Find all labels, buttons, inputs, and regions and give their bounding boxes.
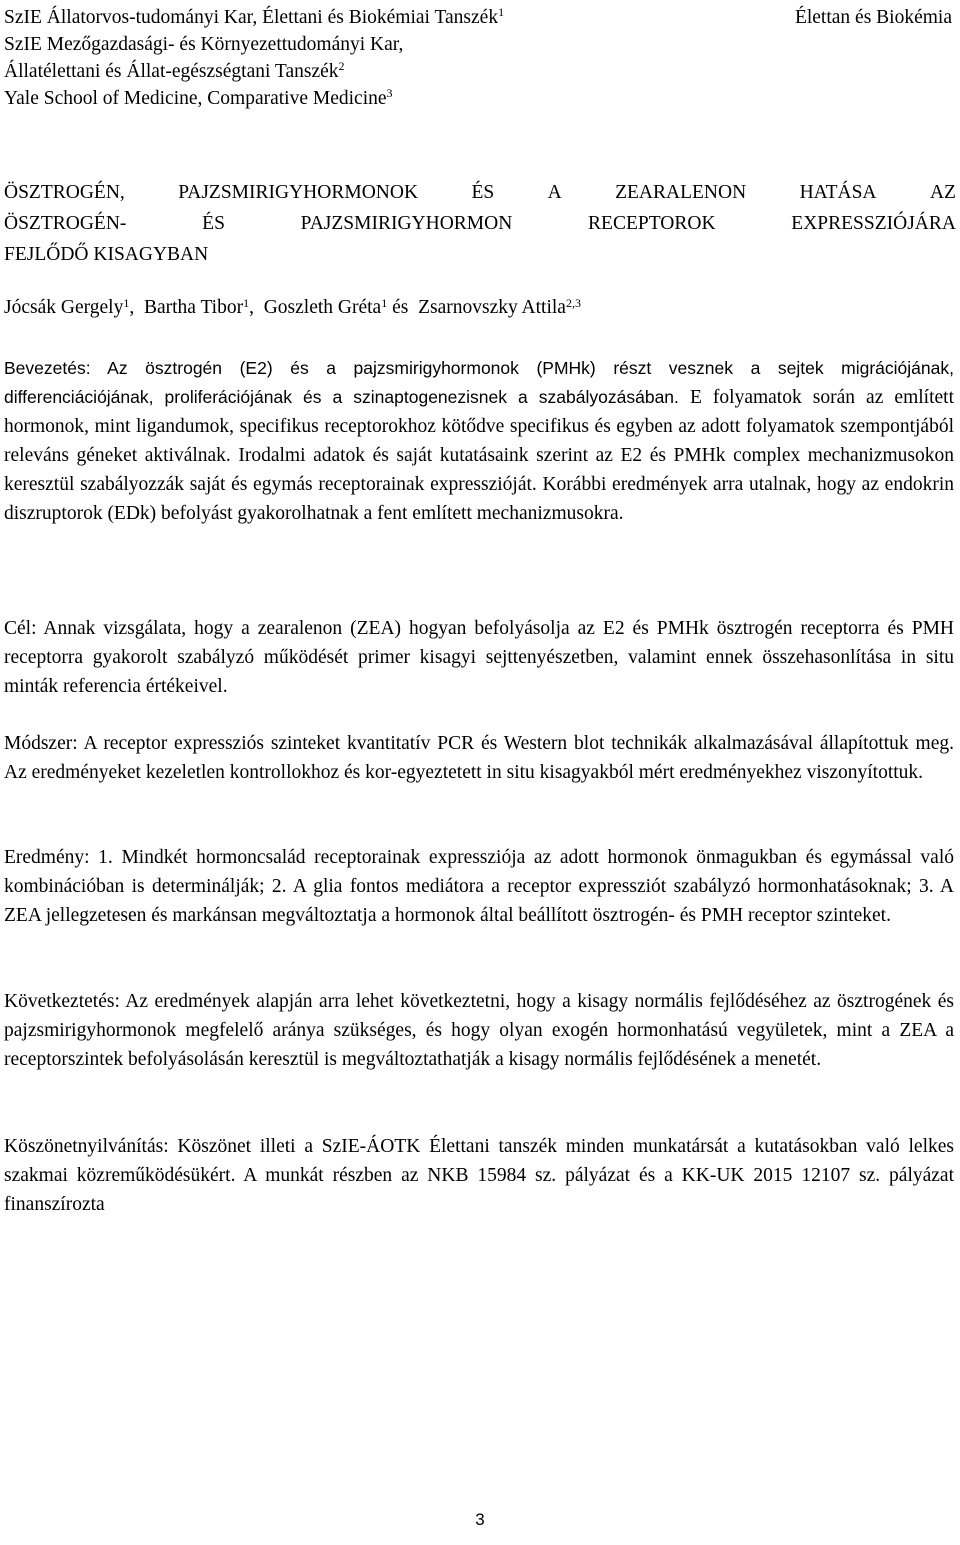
- author-sep-3: és: [387, 297, 414, 318]
- affiliation-4: Yale School of Medicine, Comparative Medicine$^3$: [4, 86, 393, 109]
- author-1-sup: 1: [123, 296, 130, 310]
- introduction-lead: Bevezetés: Az ösztrogén (E2) és a pajzsmirigyhormonok (PMHk) részt vesznek a sejtek migrációjának, differenciációjának, proliferációjának és a szinaptogenezisnek a szabályozásában.: [4, 358, 954, 407]
- affiliations: [4, 4, 704, 112]
- title-line-1-word: ÖSZTROGÉN,: [4, 182, 125, 203]
- title-line-1: [4, 177, 956, 208]
- author-4: Zsarnovszky Attila: [418, 297, 566, 318]
- author-sep-2: ,: [249, 297, 259, 318]
- section-results: Eredmény: 1. Mindkét hormoncsalád receptorainak expressziója az adott hormonok önmagukban és egymással való kombinációban is determinálják; 2. A glia fontos mediátora a receptor expressziót szabályzó hormonhatásoknak; 3. A ZEA jellegzetesen és markánsan megváltoztatja a hormonok által beállított ösztrogén- és PMH receptor szinteket.: [4, 847, 954, 926]
- page-number: 3: [475, 1510, 485, 1529]
- affiliation-3: Állatélettani és Állat-egészségtani Tanszék$^2$: [4, 59, 345, 82]
- author-list: [4, 294, 956, 322]
- title-line-2-word: ÉS: [202, 213, 225, 234]
- running-head: Élettan és Biokémia: [794, 7, 952, 28]
- title-line-1-word: ZEARALENON: [615, 182, 747, 203]
- author-4-sup: 2,3: [565, 296, 581, 310]
- title-line-2-word: EXPRESSZIÓJÁRA: [791, 213, 956, 234]
- affiliation-2: SzIE Mezőgazdasági- és Környezettudományi Kar,: [4, 34, 404, 55]
- title-line-3: FEJLŐDŐ KISAGYBAN: [4, 244, 209, 265]
- section-acknowledgement: Köszönetnyilvánítás: Köszönet illeti a SzIE-ÁOTK Élettani tanszék minden munkatársát a kutatásokban való lelkes szakmai közreműködésükért. A munkát részben az NKB 15984 sz. pályázat és a KK-UK 2015 12107 sz. pályázat finanszírozta: [4, 1136, 954, 1215]
- title-line-2-word: ÖSZTROGÉN-: [4, 213, 127, 234]
- affiliation-1-sup: 1: [498, 5, 505, 19]
- title-line-2-word: PAJZSMIRIGYHORMON: [300, 213, 513, 234]
- author-2: Bartha Tibor: [143, 297, 244, 318]
- author-3-sup: 1: [381, 296, 388, 310]
- section-aim: Cél: Annak vizsgálata, hogy a zearalenon (ZEA) hogyan befolyásolja az E2 és PMHk ösztrogén receptorra és PMH receptorra gyakorolt szabályzó működését primer kisagyi sejttenyészetben, valamint ennek összehasonlítása in situ minták referencia értékeivel.: [4, 618, 954, 697]
- author-3: Goszleth Gréta: [263, 297, 382, 318]
- section-introduction: [4, 354, 954, 528]
- title-line-1-word: ÉS: [471, 182, 495, 203]
- section-method: Módszer: A receptor expressziós szinteket kvantitatív PCR és Western blot technikák alkalmazásával állapítottuk meg. Az eredményeket kezeletlen kontrollokhoz és kor-egyeztetett in situ kisagyakból mért eredményekhez viszonyítottuk.: [4, 733, 954, 783]
- affiliation-4-sup: 3: [386, 86, 393, 100]
- affiliation-1: SzIE Állatorvos-tudományi Kar, Élettani és Biokémiai Tanszék$^1$: [4, 5, 505, 28]
- title-line-2: [4, 208, 956, 239]
- title-line-2-word: RECEPTOROK: [588, 213, 716, 234]
- section-conclusion: Következtetés: Az eredmények alapján arra lehet következtetni, hogy a kisagy normális fejlődéséhez az ösztrogének és pajzsmirigyhormonok megfelelő aránya szükséges, és hogy olyan exogén hormonhatású vegyületek, mint a ZEA a receptorszintek befolyásolásán keresztül is megváltoztathatják a kisagy normális fejlődésének a menetét.: [4, 991, 954, 1070]
- introduction-body: E folyamatok során az említett hormonok, mint ligandumok, specifikus receptorokhoz kötődve specifikus és egyben az adott folyamatok szempontjából releváns géneket aktiválnak. Irodalmi adatok és saját kutatásaink szerint az E2 és PMHk complex mechanizmusokon keresztül szabályozzák saját és egymás receptorainak expresszióját. Korábbi eredmények arra utalnak, hogy az endokrin diszruptorok (EDk) befolyást gyakorolhatnak a fent említett mechanizmusokra.: [4, 387, 954, 524]
- title-line-1-word: HATÁSA: [799, 182, 877, 203]
- title-line-1-word: PAJZSMIRIGYHORMONOK: [178, 182, 419, 203]
- title-line-1-word: A: [547, 182, 562, 203]
- author-1: Jócsák Gergely: [4, 297, 124, 318]
- author-sep-1: ,: [129, 297, 140, 318]
- paper-title: [4, 177, 956, 270]
- title-line-1-word: AZ: [929, 182, 956, 203]
- author-2-sup: 1: [243, 296, 250, 310]
- affiliation-3-sup: 2: [338, 59, 345, 73]
